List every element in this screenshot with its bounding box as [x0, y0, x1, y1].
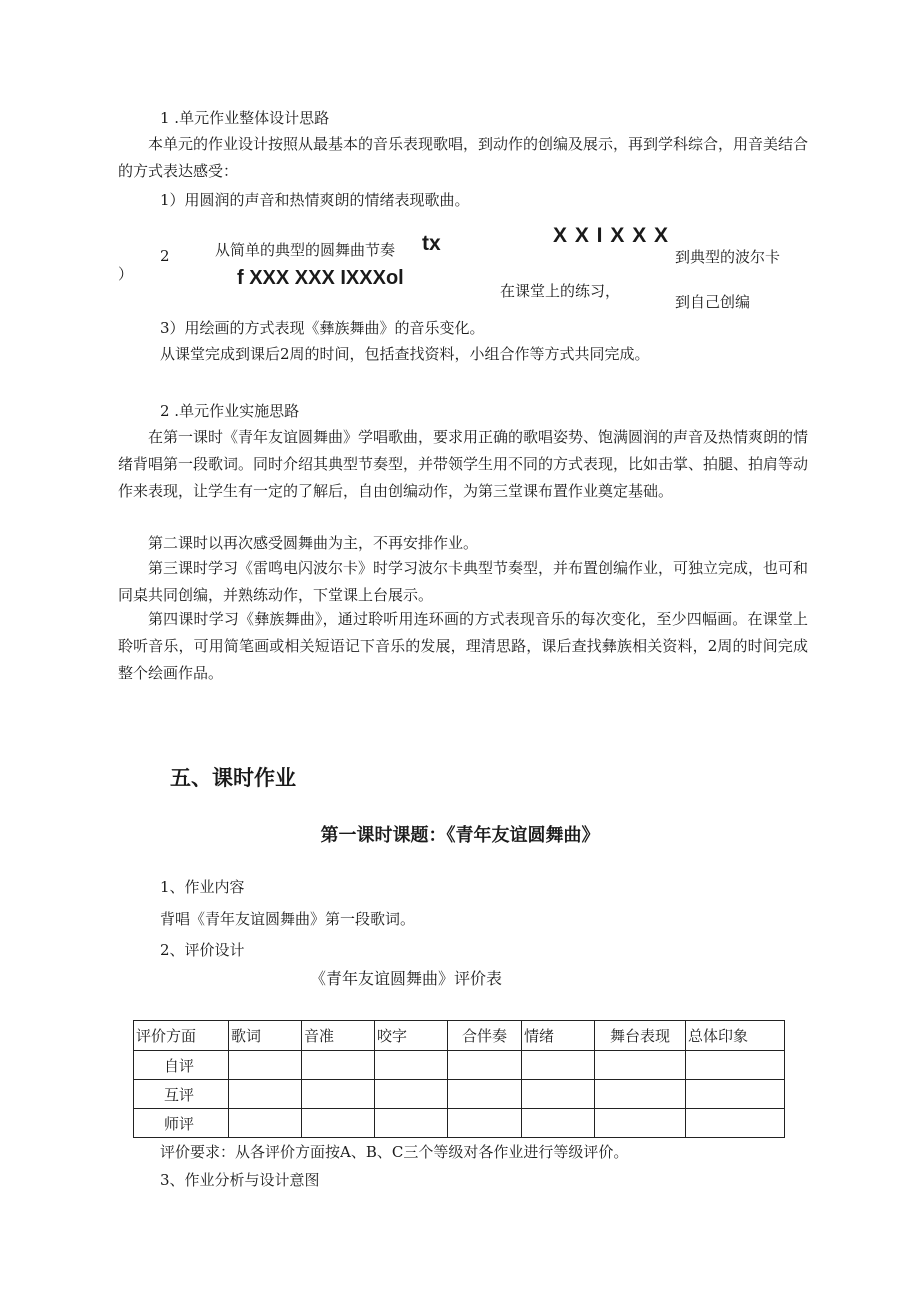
table-row — [134, 1109, 785, 1138]
table-cell — [595, 1051, 686, 1080]
subheading-analysis: 3、作业分析与设计意图 — [160, 1171, 320, 1189]
table-header-cell: 总体印象 — [686, 1021, 785, 1051]
evaluation-table — [133, 1020, 785, 1138]
table-cell — [686, 1051, 785, 1080]
table-header-cell: 合伴奏 — [448, 1021, 522, 1051]
section1-item2-rhythm-waltz: X X I X X X — [553, 224, 670, 247]
row-label: 师评 — [134, 1109, 229, 1138]
section1-item2-rhythm-polka: f XXX XXX IXXXol — [237, 267, 404, 289]
row-label: 互评 — [134, 1080, 229, 1109]
table-cell — [375, 1080, 448, 1109]
table-cell — [375, 1109, 448, 1138]
row-label: 自评 — [134, 1051, 229, 1080]
table-cell — [522, 1109, 595, 1138]
table-cell — [595, 1109, 686, 1138]
table-cell — [522, 1080, 595, 1109]
table-cell — [302, 1109, 375, 1138]
table-cell — [448, 1080, 522, 1109]
table-cell — [448, 1051, 522, 1080]
section2-paragraph-3: 第三课时学习《雷鸣电闪波尔卡》时学习波尔卡典型节奏型，并布置创编作业，可独立完成，也可和同桌共同创编，并熟练动作，下堂课上台展示。 — [118, 559, 809, 604]
table-header-cell: 咬字 — [375, 1021, 448, 1051]
section1-item2-text3: 在课堂上的练习， — [500, 282, 621, 300]
lesson-title: 第一课时课题：《青年友谊圆舞曲》 — [320, 825, 600, 846]
section2-paragraph-2: 第二课时以再次感受圆舞曲为主，不再安排作业。 — [148, 534, 479, 552]
table-cell — [595, 1080, 686, 1109]
section1-item2-paren: ） — [118, 265, 134, 283]
section1-item2-tx: tx — [422, 232, 441, 255]
table-row — [134, 1080, 785, 1109]
section1-item3: 3）用绘画的方式表现《彝族舞曲》的音乐变化。 — [160, 319, 485, 337]
table-cell — [229, 1051, 302, 1080]
table-cell — [686, 1109, 785, 1138]
table-header-cell: 舞台表现 — [595, 1021, 686, 1051]
table-header-row — [134, 1021, 785, 1051]
table-header-cell: 音准 — [302, 1021, 375, 1051]
table-cell — [522, 1051, 595, 1080]
section1-item2-number: 2 — [160, 247, 170, 265]
section5-title: 五、课时作业 — [170, 766, 296, 790]
section1-heading: 1 .单元作业整体设计思路 — [160, 109, 330, 127]
section2-paragraph-1: 在第一课时《青年友谊圆舞曲》学唱歌曲，要求用正确的歌唱姿势、饱满圆润的声音及热情爽朗的情绪背唱第一段歌词。同时介绍其典型节奏型，并带领学生用不同的方式表现，比如击掌、拍腿、拍肩等动作来表现，让学生有一定的了解后，自由创编动作，为第三堂课布置作业奠定基础。 — [118, 428, 809, 500]
table-header-cell: 情绪 — [522, 1021, 595, 1051]
section1-item2-text2: 到典型的波尔卡 — [675, 248, 781, 266]
evaluation-requirement: 评价要求：从各评价方面按A、B、C三个等级对各作业进行等级评价。 — [160, 1143, 629, 1161]
section1-closing: 从课堂完成到课后2周的时间，包括查找资料，小组合作等方式共同完成。 — [160, 345, 650, 363]
section1-item2-text4: 到自己创编 — [675, 293, 751, 311]
table-cell — [375, 1051, 448, 1080]
table-title: 《青年友谊圆舞曲》评价表 — [310, 969, 503, 988]
table-row — [134, 1051, 785, 1080]
section1-item2-text1: 从简单的典型的圆舞曲节奏 — [215, 241, 396, 259]
table-cell — [686, 1080, 785, 1109]
section1-item1: 1）用圆润的声音和热情爽朗的情绪表现歌曲。 — [160, 191, 470, 209]
table-cell — [229, 1109, 302, 1138]
table-cell — [302, 1080, 375, 1109]
table-header-cell: 歌词 — [229, 1021, 302, 1051]
content-text: 背唱《青年友谊圆舞曲》第一段歌词。 — [160, 910, 416, 928]
section1-intro: 本单元的作业设计按照从最基本的音乐表现歌唱，到动作的创编及展示，再到学科综合，用音美结合的方式表达感受： — [118, 135, 809, 180]
table-cell — [302, 1051, 375, 1080]
section2-heading: 2 .单元作业实施思路 — [160, 402, 300, 420]
table-cell — [448, 1109, 522, 1138]
table-cell — [229, 1080, 302, 1109]
subheading-content: 1、作业内容 — [160, 878, 245, 896]
section2-paragraph-4: 第四课时学习《彝族舞曲》，通过聆听用连环画的方式表现音乐的每次变化，至少四幅画。在课堂上聆听音乐，可用简笔画或相关短语记下音乐的发展，理清思路，课后查找彝族相关资料，2周的时间完成整个绘画作品。 — [118, 610, 808, 682]
table-header-cell: 评价方面 — [134, 1021, 229, 1051]
subheading-evaluation: 2、评价设计 — [160, 941, 245, 959]
